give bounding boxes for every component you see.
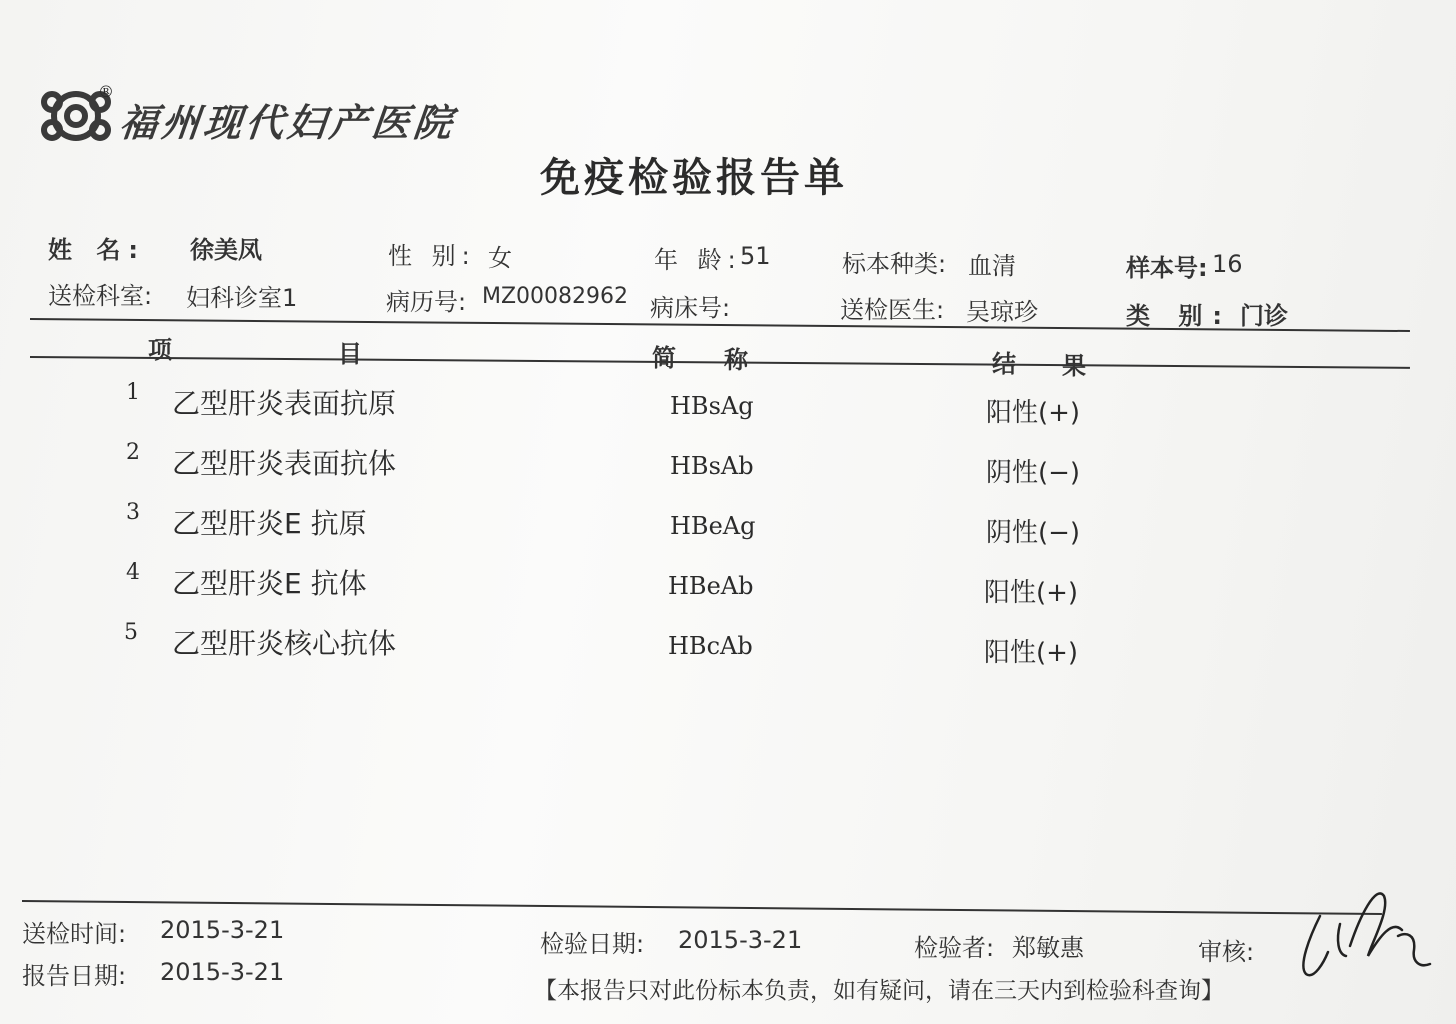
test-date-label: 检验日期: <box>540 930 645 958</box>
test-result: 阴性(−) <box>986 518 1081 548</box>
test-abbr: HBsAb <box>670 452 754 480</box>
age-label: 年 龄: <box>654 246 742 274</box>
col-result-label-2: 果 <box>1062 352 1086 380</box>
disclaimer-notice: 【本报告只对此份标本负责，如有疑问，请在三天内到检验科查询】 <box>534 978 1224 1004</box>
sample-no-label: 样本号: <box>1126 254 1208 282</box>
bed-no-label: 病床号: <box>650 294 731 322</box>
sample-no: 16 <box>1212 250 1243 278</box>
row-number: 4 <box>126 560 140 585</box>
test-abbr: HBsAg <box>670 392 754 420</box>
reviewer-signature <box>1280 876 1450 986</box>
record-no-label: 病历号: <box>386 288 467 316</box>
department: 妇科诊室1 <box>186 284 298 312</box>
specimen-type: 血清 <box>968 252 1016 280</box>
row-number: 2 <box>126 440 140 465</box>
test-name: 乙型肝炎E 抗体 <box>172 567 367 600</box>
test-abbr: HBcAb <box>668 632 753 660</box>
record-no: MZ00082962 <box>482 284 629 309</box>
report-title: 免疫检验报告单 <box>540 155 848 201</box>
col-abbr-label-1: 简 <box>652 344 676 372</box>
test-name: 乙型肝炎核心抗体 <box>172 627 397 660</box>
category-label: 类 别: <box>1126 302 1232 330</box>
submit-time-label: 送检时间: <box>22 920 127 948</box>
col-item-label-1: 项 <box>148 336 172 364</box>
test-result: 阳性(+) <box>986 398 1081 428</box>
patient-name: 徐美凤 <box>190 236 262 264</box>
test-abbr: HBeAb <box>668 572 754 600</box>
doctor: 吴琼珍 <box>966 298 1038 326</box>
doctor-label: 送检医生: <box>840 296 945 324</box>
patient-age: 51 <box>740 242 771 270</box>
row-number: 1 <box>126 380 140 405</box>
test-name: 乙型肝炎E 抗原 <box>172 507 367 540</box>
patient-gender: 女 <box>488 244 512 272</box>
submit-time: 2015-3-21 <box>160 916 285 944</box>
department-label: 送检科室: <box>48 282 153 310</box>
col-item-label-2: 目 <box>338 340 362 368</box>
test-date: 2015-3-21 <box>678 926 803 954</box>
reviewer-label: 审核: <box>1198 938 1255 966</box>
row-number: 5 <box>124 620 138 645</box>
category: 门诊 <box>1240 302 1288 330</box>
test-name: 乙型肝炎表面抗原 <box>172 387 397 420</box>
test-abbr: HBeAg <box>670 512 756 540</box>
test-result: 阴性(−) <box>986 458 1081 488</box>
col-result-label-1: 结 <box>992 350 1016 378</box>
report-date-label: 报告日期: <box>22 962 127 990</box>
tester: 郑敏惠 <box>1012 934 1084 962</box>
specimen-type-label: 标本种类: <box>842 250 947 278</box>
footer-rule <box>22 900 1382 915</box>
gender-label: 性 别: <box>388 242 476 270</box>
row-number: 3 <box>126 500 140 525</box>
test-name: 乙型肝炎表面抗体 <box>172 447 397 480</box>
report-date: 2015-3-21 <box>160 958 285 986</box>
col-abbr-label-2: 称 <box>724 346 748 374</box>
test-result: 阳性(+) <box>984 638 1079 668</box>
name-label: 姓 名: <box>48 236 146 264</box>
registered-mark: ® <box>98 82 114 101</box>
test-result: 阳性(+) <box>984 578 1079 608</box>
table-header-rule <box>30 356 1410 369</box>
hospital-name: 福州现代妇产医院 <box>117 101 458 145</box>
tester-label: 检验者: <box>914 934 995 962</box>
